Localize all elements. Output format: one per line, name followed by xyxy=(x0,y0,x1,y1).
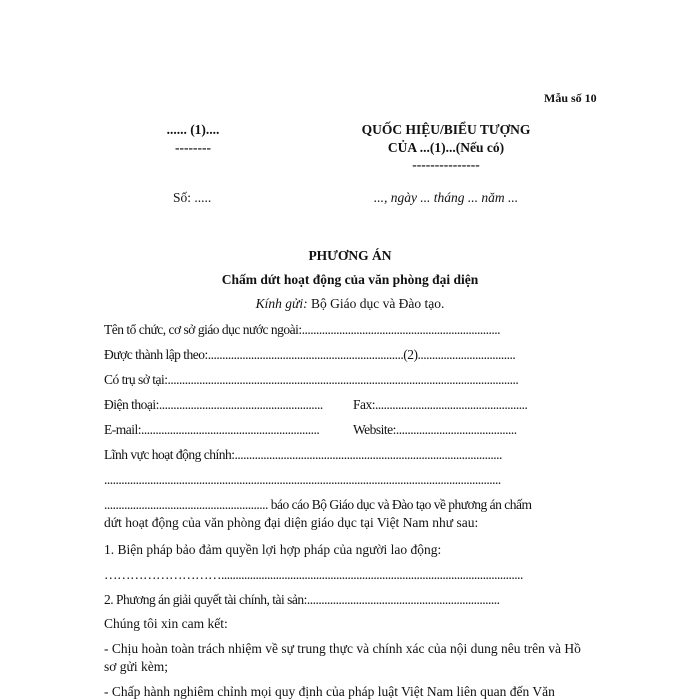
field-established: Được thành lập theo:....................................................................(2).................................. xyxy=(104,347,516,362)
document-number: Số: ..... xyxy=(173,190,212,205)
form-number: Mẫu số 10 xyxy=(544,91,597,105)
national-emblem-line1: QUỐC HIỆU/BIỂU TƯỢNG xyxy=(361,122,531,137)
commitment-1-line-1: - Chịu hoàn toàn trách nhiệm về sự trung thực và chính xác của nội dung nêu trên và Hồ xyxy=(104,641,581,656)
recipient-name: Bộ Giáo dục và Đào tạo. xyxy=(310,296,445,311)
organization-underline: -------- xyxy=(175,140,211,155)
item-1-dots: ………………………......................................................................................................... xyxy=(104,567,523,582)
commitment-1-line-2: sơ gửi kèm; xyxy=(104,659,168,674)
field-headquarters: Có trụ sở tại:.......................................................................................................................... xyxy=(104,372,519,387)
recipient-line xyxy=(256,296,445,312)
field-fax: Fax:..................................................... xyxy=(353,397,528,412)
field-blank-line: .......................................................................................................................................... xyxy=(104,472,501,487)
recipient-prefix: Kính gửi: xyxy=(255,296,311,311)
document-date: ..., ngày ... tháng ... năm ... xyxy=(373,190,519,205)
report-line-2: dứt hoạt động của văn phòng đại diện giáo dục tại Việt Nam như sau: xyxy=(104,515,479,530)
report-line-1: ......................................................... báo cáo Bộ Giáo dục và Đào tạo về phương án chấm xyxy=(104,497,532,512)
item-2: 2. Phương án giải quyết tài chính, tài sản:................................................................... xyxy=(104,592,500,607)
document-subtitle: Chấm dứt hoạt động của văn phòng đại diện xyxy=(221,272,479,287)
field-activity: Lĩnh vực hoạt động chính:............................................................................................. xyxy=(104,447,502,462)
national-emblem-underline: --------------- xyxy=(412,157,480,172)
national-emblem-line2: CỦA ...(1)...(Nếu có) xyxy=(387,140,505,155)
field-email: E-mail:.............................................................. xyxy=(104,422,320,437)
field-phone: Điện thoại:......................................................... xyxy=(104,397,323,412)
field-website: Website:.......................................... xyxy=(353,422,517,437)
field-org-name: Tên tổ chức, cơ sở giáo dục nước ngoài:..................................................................... xyxy=(104,322,500,337)
commitment-2-line-1: - Chấp hành nghiêm chỉnh mọi quy định của pháp luật Việt Nam liên quan đến Văn xyxy=(104,684,555,699)
item-1: 1. Biện pháp bảo đảm quyền lợi hợp pháp của người lao động: xyxy=(104,542,442,557)
document-title: PHƯƠNG ÁN xyxy=(308,248,392,263)
organization-placeholder: ...... (1).... xyxy=(166,122,220,137)
commitment-heading: Chúng tôi xin cam kết: xyxy=(104,616,228,631)
